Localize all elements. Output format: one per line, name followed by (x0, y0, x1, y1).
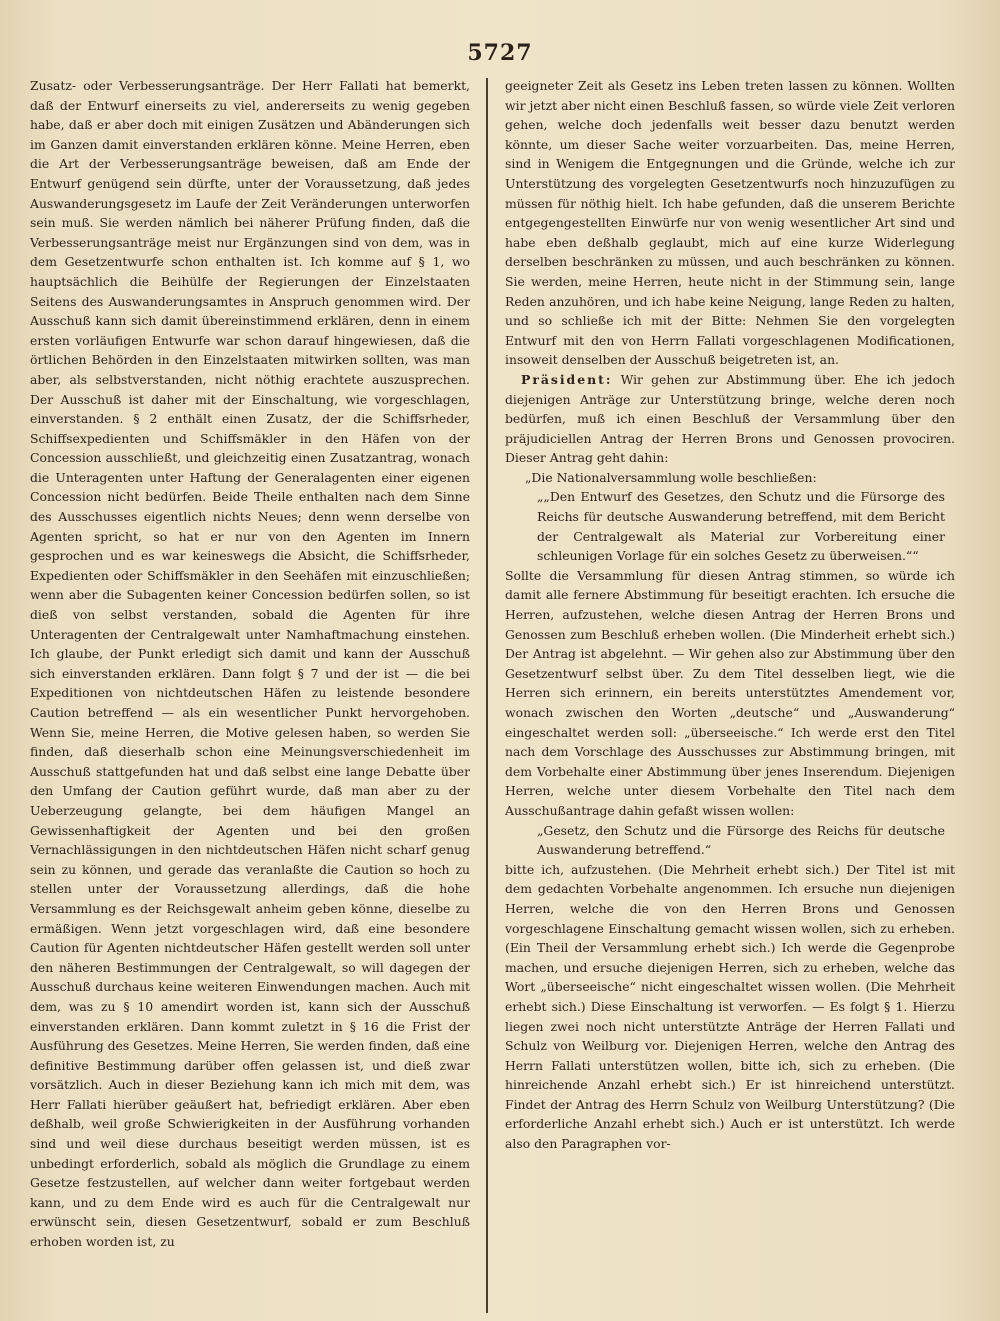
left-paragraph: Zusatz- oder Verbesserungsanträge. Der Herr Fallati hat bemerkt, daß der Entwurf einerseits zu viel, andererseits zu wenig gegeben habe, daß er aber doch mit einigen Zusätzen und Abänderungen sich im Ganzen damit einverstanden erklären könne. Meine Herren, eben die Art der Verbesserungsanträge beweisen, daß am Ende der Entwurf genügend sein dürfte, unter der Voraussetzung, daß jedes Auswanderungsgesetz im Laufe der Zeit Veränderungen unterworfen sein muß. Sie werden nämlich bei näherer Prüfung finden, daß die Verbesserungsanträge meist nur Ergänzungen sind von dem, was in dem Gesetzentwurfe schon enthalten ist. Ich komme auf § 1, wo hauptsächlich die Beihülfe der Regierungen der Einzelstaaten Seitens des Auswanderungsamtes in Anspruch genommen wird. Der Ausschuß kann sich damit übereinstimmend erklären, denn in einem ersten vorläufigen Entwurfe war schon darauf hingewiesen, daß die örtlichen Behörden in den Einzelstaaten mitwirken sollten, was man aber, als selbstverstanden, nicht nöthig erachtete auszusprechen. Der Ausschuß ist daher mit der Einschaltung, wie vorgeschlagen, einverstanden. § 2 enthält einen Zusatz, der die Schiffsrheder, Schiffsexpedienten und Schiffsmäkler in den Häfen von der Concession ausschließt, und gleichzeitig einen Zusatzantrag, wonach die Unteragenten unter Haftung der Generalagenten einer eigenen Concession nicht bedürfen. Beide Theile enthalten nach dem Sinne des Ausschusses eigentlich nichts Neues; denn wenn derselbe von Agenten spricht, so hat er nur von den Agenten im Innern gesprochen und es war keineswegs die Absicht, die Schiffsrheder, Expedienten oder Schiffsmäkler in den Seehäfen mit einzuschließen; wenn aber die Subagenten keiner Concession bedürfen sollen, so ist dieß von selbst verstanden, sobald die Agenten für ihre Unteragenten der Centralgewalt unter Namhaftmachung einstehen. Ich glaube, der Punkt erledigt sich damit und kann der Ausschuß sich einverstanden erklären. Dann folgt § 7 und der ist — die bei Expeditionen von nichtdeutschen Häfen zu leistende besondere Caution betreffend — als ein wesentlicher Punkt hervorgehoben. Wenn Sie, meine Herren, die Motive gelesen haben, so werden Sie finden, daß dieserhalb schon eine Meinungsverschiedenheit im Ausschuß stattgefunden hat und daß selbst eine lange Debatte über den Umfang der Caution geführt wurde, daß man aber zu der Ueberzeugung gelangte, bei dem häufigen Mangel an Gewissenhaftigkeit der Agenten und bei den großen Vernachlässigungen in den nichtdeutschen Häfen nicht scharf genug sein zu können, und gerade das veranlaßte die Caution so hoch zu stellen unter der Voraussetzung allerdings, daß die hohe Versammlung es der Reichsgewalt anheim geben könne, dieselbe zu ermäßigen. Wenn jetzt vorgeschlagen wird, daß eine besondere Caution für Agenten nichtdeutscher Häfen gestellt werden soll unter den näheren Bestimmungen der Centralgewalt, so will dagegen der Ausschuß durchaus keine weiteren Einwendungen machen. Auch mit dem, was zu § 10 amendirt worden ist, kann sich der Ausschuß einverstanden erklären. Dann kommt zuletzt in § 16 die Frist der Ausführung des Gesetzes. Meine Herren, Sie werden finden, daß eine definitive Bestimmung darüber offen gelassen ist, und dieß zwar vorsätzlich. Auch in dieser Beziehung kann ich mich mit dem, was Herr Fallati hierüber geäußert hat, befriedigt erklären. Aber eben deßhalb, weil große Schwierigkeiten in der Ausführung vorhanden sind und weil diese durchaus beseitigt werden müssen, ist es unbedingt erforderlich, sobald als möglich die Grundlage zu einem Gesetze festzustellen, auf welcher dann weiter fortgebaut werden kann, und zu dem Ende wird es auch für die Centralgewalt nur erwünscht sein, diesen Gesetzentwurf, sobald er zum Beschluß erhoben worden ist, zu (30, 78, 470, 1250)
left-column (30, 76, 470, 1316)
motion-quote-intro: „Die Nationalversammlung wolle beschließen: (525, 469, 817, 485)
right-paragraph-3: Sollte die Versammlung für diesen Antrag stimmen, so würde ich damit alle fernere Abstimmung für beseitigt erachten. Ich ersuche die Herren, aufzustehen, welche diesen Antrag der Herren Brons und Genossen zum Beschluß erheben wollen. (Die Minderheit erhebt sich.) Der Antrag ist abgelehnt. — Wir gehen also zur Abstimmung über den Gesetzentwurf selbst über. Zu dem Titel desselben liegt, wie die Herren sich erinnern, ein bereits unterstütztes Amendement vor, wonach zwischen den Worten „deutsche“ und „Auswanderung“ eingeschaltet werden soll: „überseeische.“ Ich werde erst den Titel nach dem Vorschlage des Ausschusses zur Abstimmung bringen, mit dem Vorbehalte einer Abstimmung über jenes Inserendum. Diejenigen Herren, welche unter diesem Vorbehalte den Titel nach dem Ausschußantrage dahin gefaßt wissen wollen: (505, 567, 955, 818)
motion-quote-text: „„Den Entwurf des Gesetzes, den Schutz und die Fürsorge des Reichs für deutsche Auswanderung betreffend, mit dem Bericht der Centralgewalt als Material zur Vorbereitung einer schleunigen Vorlage für ein solches Gesetz zu überweisen.““ (537, 489, 945, 564)
president-paragraph (505, 370, 955, 468)
right-paragraph-4: bitte ich, aufzustehen. (Die Mehrheit erhebt sich.) Der Titel ist mit dem gedachten Vorbehalte angenommen. Ich ersuche nun diejenigen Herren, welche die von den Herren Brons und Genossen vorgeschlagene Einschaltung gemacht wissen wollen, sich zu erheben. (Ein Theil der Versammlung erhebt sich.) Ich werde die Gegenprobe machen, und ersuche diejenigen Herren, sich zu erheben, welche das Wort „überseeische“ nicht eingeschaltet wissen wollen. (Die Mehrheit erhebt sich.) Diese Einschaltung ist verworfen. — Es folgt § 1. Hierzu liegen zwei noch nicht unterstützte Anträge der Herren Fallati und Schulz von Weilburg vor. Diejenigen Herren, welche den Antrag des Herrn Fallati unterstützen wollen, bitte ich, sich zu erheben. (Die hinreichende Anzahl erhebt sich.) Er ist hinreichend unterstützt. Findet der Antrag des Herrn Schulz von Weilburg Unterstützung? (Die erforderliche Anzahl erhebt sich.) Auch er ist unterstützt. Ich werde also den Paragraphen vor- (505, 861, 955, 1152)
page-number: 5727 (467, 40, 533, 66)
column-divider (486, 78, 488, 1313)
president-text: Wir gehen zur Abstimmung über. Ehe ich jedoch diejenigen Anträge zur Unterstützung bringe, welche deren noch bedürfen, muß ich einen Beschluß der Versammlung über den präjudiciellen Antrag der Herren Brons und Genossen provociren. Dieser Antrag geht dahin: (505, 371, 955, 466)
right-column (505, 76, 955, 1316)
title-quote: „Gesetz, den Schutz und die Fürsorge des Reichs für deutsche Auswanderung betreffend.“ (537, 822, 945, 858)
speaker-label: Präsident: (521, 371, 613, 387)
right-paragraph-1: geeigneter Zeit als Gesetz ins Leben treten lassen zu können. Wollten wir jetzt aber nicht einen Beschluß fassen, so würde viele Zeit verloren gehen, welche doch jedenfalls weit besser dazu benutzt werden könnte, um dieser Sache weiter vorzuarbeiten. Das, meine Herren, sind in Wenigem die Entgegnungen und die Gründe, welche ich zur Unterstützung des vorgelegten Gesetzentwurfs noch hinzuzufügen zu müssen für nöthig hielt. Ich habe gefunden, daß die unserem Berichte entgegengestellten Einwürfe nur von wenig wesentlicher Art sind und habe eben deßhalb geglaubt, mich auf eine kurze Widerlegung derselben beschränken zu müssen, und auch beschränken zu können. Sie werden, meine Herren, heute nicht in der Stimmung sein, lange Reden anzuhören, und ich habe keine Neigung, lange Reden zu halten, und so schließe ich mit der Bitte: Nehmen Sie den vorgelegten Entwurf mit den von Herrn Fallati vorgeschlagenen Modificationen, insoweit denselben der Ausschuß beigetreten ist, an. (505, 78, 955, 368)
